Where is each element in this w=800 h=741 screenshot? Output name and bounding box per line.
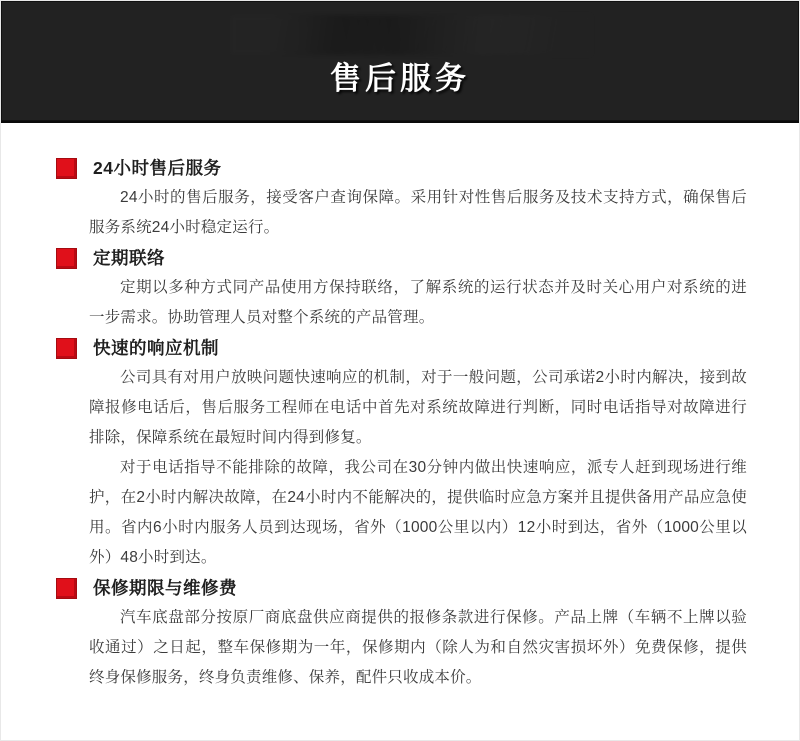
red-square-bullet-icon <box>56 578 77 599</box>
section-heading-row <box>56 573 747 603</box>
section-heading: 保修期限与维修费 <box>93 578 237 598</box>
section-heading-row <box>56 153 747 183</box>
section-paragraph: 定期以多种方式同产品使用方保持联络，了解系统的运行状态并及时关心用户对系统的进一步需求。协助管理人员对整个系统的产品管理。 <box>89 279 747 326</box>
red-square-bullet-icon <box>56 158 77 179</box>
section-fast-response <box>56 333 747 573</box>
section-heading-row <box>56 333 747 363</box>
section-heading: 定期联络 <box>93 248 165 268</box>
section-paragraph: 对于电话指导不能排除的故障，我公司在30分钟内做出快速响应，派专人赶到现场进行维护，在2小时内解决故障，在24小时内不能解决的，提供临时应急方案并且提供备用产品应急使用。省内6小时内服务人员到达现场，省外（1000公里以内）12小时到达，省外（1000公里以外）48小时到达。 <box>89 459 747 566</box>
section-warranty <box>56 573 747 693</box>
red-square-bullet-icon <box>56 338 77 359</box>
content-area <box>1 123 799 693</box>
red-square-bullet-icon <box>56 248 77 269</box>
section-heading: 24小时售后服务 <box>93 158 222 178</box>
section-24h-service <box>56 153 747 243</box>
section-paragraph: 公司具有对用户放映问题快速响应的机制，对于一般问题，公司承诺2小时内解决，接到故障报修电话后，售后服务工程师在电话中首先对系统故障进行判断，同时电话指导对故障进行排除，保障系统在最短时间内得到修复。 <box>89 369 747 446</box>
page-header <box>1 1 799 123</box>
header-watermark <box>231 15 591 55</box>
section-heading-row <box>56 243 747 273</box>
section-heading: 快速的响应机制 <box>93 338 219 358</box>
section-regular-contact <box>56 243 747 333</box>
section-paragraph: 汽车底盘部分按原厂商底盘供应商提供的报修条款进行保修。产品上牌（车辆不上牌以验收通过）之日起，整车保修期为一年，保修期内（除人为和自然灾害损坏外）免费保修，提供终身保修服务，终身负责维修、保养，配件只收成本价。 <box>89 609 747 686</box>
page-title: 售后服务 <box>330 61 470 96</box>
section-paragraph: 24小时的售后服务，接受客户查询保障。采用针对性售后服务及技术支持方式，确保售后服务系统24小时稳定运行。 <box>89 189 747 236</box>
